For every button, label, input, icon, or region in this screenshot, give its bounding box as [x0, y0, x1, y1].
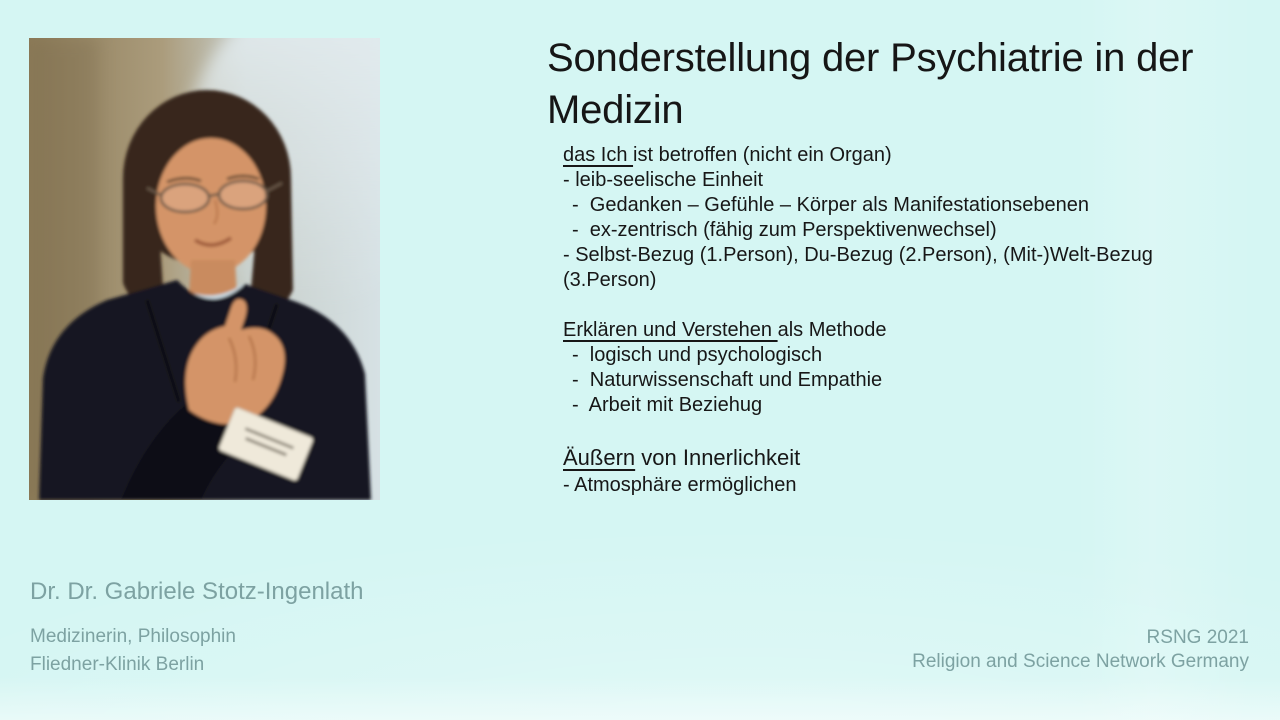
section-heading: [563, 443, 1245, 473]
slide-content: [563, 143, 1245, 498]
speaker-affiliation: Fliedner-Klinik Berlin: [30, 654, 205, 675]
slide-section: [563, 443, 1245, 498]
bullet-line: - ex-zentrisch (fähig zum Perspektivenwechsel): [572, 219, 997, 241]
heading-underlined-text: Erklären und Verstehen: [563, 319, 778, 341]
slide-section: [563, 318, 1245, 418]
event-info: [912, 626, 1249, 674]
heading-underlined-text: das Ich: [563, 144, 634, 166]
heading-rest-text: von Innerlichkeit: [635, 445, 801, 470]
bullet-line: - leib-seelische Einheit: [563, 169, 764, 191]
bullet-line: - Selbst-Bezug (1.Person), Du-Bezug (2.Person), (Mit-)Welt-Bezug (3.Person): [563, 244, 1159, 291]
speaker-name: Dr. Dr. Gabriele Stotz-Ingenlath: [30, 578, 364, 605]
speaker-role: Medizinerin, Philosophin: [30, 626, 236, 647]
bullet-line: - Gedanken – Gefühle – Körper als Manifestationsebenen: [572, 194, 1089, 216]
section-heading: [563, 318, 1245, 343]
event-short-name: RSNG 2021: [1146, 627, 1249, 648]
speaker-photo-illustration: [29, 38, 380, 500]
slide-section: [563, 143, 1245, 293]
speaker-info: [30, 577, 364, 679]
slide-title: Sonderstellung der Psychiatrie in der Medizin: [547, 36, 1194, 132]
bullet-line: - logisch und psychologisch: [572, 344, 823, 366]
section-heading: [563, 143, 1245, 168]
bullet-line: - Naturwissenschaft und Empathie: [572, 369, 883, 391]
heading-rest-text: als Methode: [777, 319, 887, 341]
heading-rest-text: ist betroffen (nicht ein Organ): [633, 144, 892, 166]
bullet-line: - Atmosphäre ermöglichen: [563, 474, 797, 496]
heading-underlined-text: Äußern: [563, 445, 636, 470]
speaker-photo: [29, 38, 380, 500]
bullet-line: - Arbeit mit Beziehug: [572, 394, 763, 416]
event-full-name: Religion and Science Network Germany: [912, 651, 1249, 672]
